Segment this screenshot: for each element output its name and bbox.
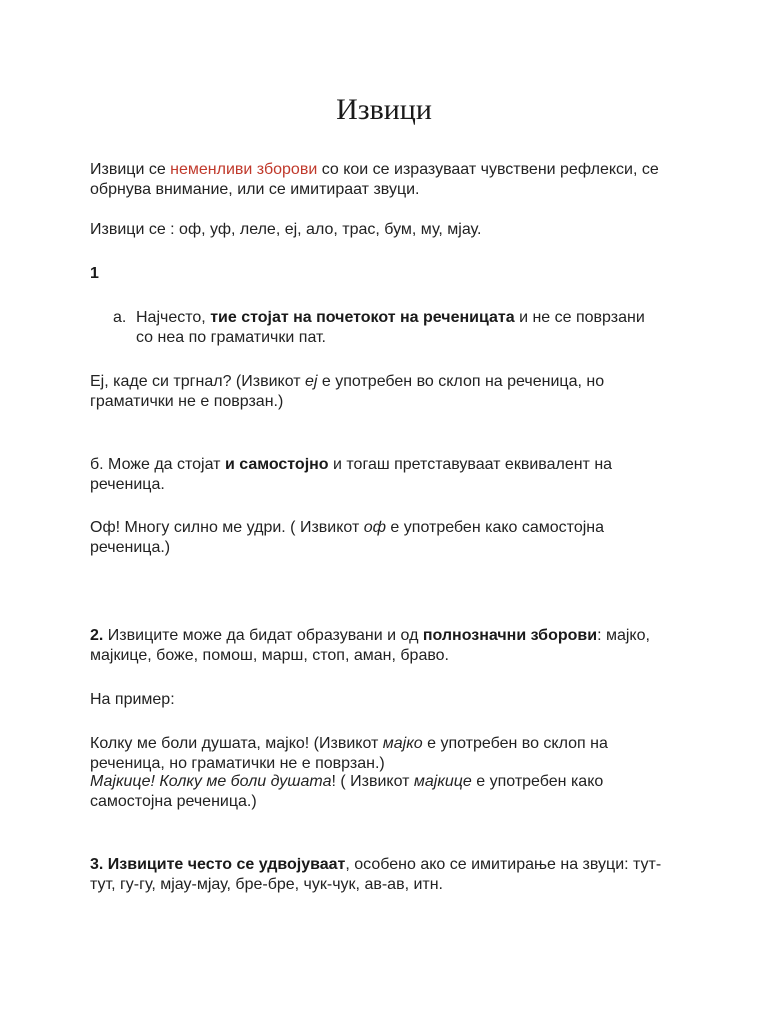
section-1-number-text: 1 xyxy=(90,265,99,282)
section-2-bold: полнозначни зборови xyxy=(422,627,598,644)
intro-text-1: Извици се xyxy=(90,161,171,178)
section-2-text-1: Извиците може да бидат образувани и од xyxy=(103,627,423,644)
item-b-text-1: б. Може да стојат xyxy=(90,456,225,473)
section-2-text-2: : мајко, мајкице, боже, помош, марш, стоп, аман, браво. xyxy=(90,627,650,664)
example-majko xyxy=(90,734,685,774)
example-of xyxy=(90,518,685,558)
intro-text-2: со кои се изразуваат чувствени рефлекси, се обрнува внимание, или се имитираат звуци. xyxy=(90,161,659,198)
item-b-text-2: и тогаш претставуваат еквивалент на реченица. xyxy=(90,456,613,493)
example-ej-text-1: Еј, каде си тргнал? (Извикот xyxy=(90,373,306,390)
for-example-label: На пример: xyxy=(90,691,175,708)
example-majkice xyxy=(90,772,685,812)
example-majkice-text-2: е употребен како самостојна реченица.) xyxy=(90,773,604,810)
examples-line: Извици се : оф, уф, леле, еј, ало, трас, бум, му, мјау. xyxy=(90,221,482,238)
example-majkice-em-2: мајкице xyxy=(413,773,472,790)
example-ej-text-2: е употребен во склоп на реченица, но граматички не е поврзан.) xyxy=(90,373,605,410)
example-ej xyxy=(90,372,685,412)
section-2-paragraph xyxy=(90,626,685,666)
item-a-bold: тие стојат на почетокот на реченицата xyxy=(210,309,515,326)
example-majko-em: мајко xyxy=(382,735,423,752)
item-a-text-1: Најчесто, xyxy=(136,309,211,326)
item-a-text-2: и не се поврзани xyxy=(514,309,645,326)
example-majko-text-2: е употребен во склоп на реченица, но граматички не е поврзан.) xyxy=(90,735,608,772)
example-of-text-1: Оф! Многу силно ме удри. ( Извикот xyxy=(90,519,364,536)
section-3-bold: 3. Извиците често се удвојуваат xyxy=(90,856,346,873)
example-ej-em: еј xyxy=(305,373,318,390)
example-majko-text-1: Колку ме боли душата, мајко! (Извикот xyxy=(90,735,383,752)
list-item-a xyxy=(113,308,683,348)
list-item-a-marker: a. xyxy=(113,309,127,326)
intro-paragraph xyxy=(90,160,685,200)
section-1-number xyxy=(90,264,685,284)
item-a-text-3: со неа по граматички пат. xyxy=(136,329,326,346)
list-item-b xyxy=(90,455,685,495)
section-2-number: 2. xyxy=(90,627,104,644)
example-of-text-2: е употребен како самостојна реченица.) xyxy=(90,519,604,556)
highlighted-term: неменливи зборови xyxy=(170,161,318,178)
example-majkice-em-1: Мајкице! Колку ме боли душата xyxy=(90,773,332,790)
item-b-bold: и самостојно xyxy=(224,456,329,473)
page-title: Извици xyxy=(336,93,432,126)
example-majkice-text-1: ! ( Извикот xyxy=(331,773,414,790)
section-3-text-1: , особено ако се имитирање на звуци: тут-тут, гу-гу, мјау-мјау, бре-бре, чук-чук, ав-ав, итн. xyxy=(90,856,662,893)
example-of-em: оф xyxy=(363,519,386,536)
section-3-paragraph xyxy=(90,855,685,895)
